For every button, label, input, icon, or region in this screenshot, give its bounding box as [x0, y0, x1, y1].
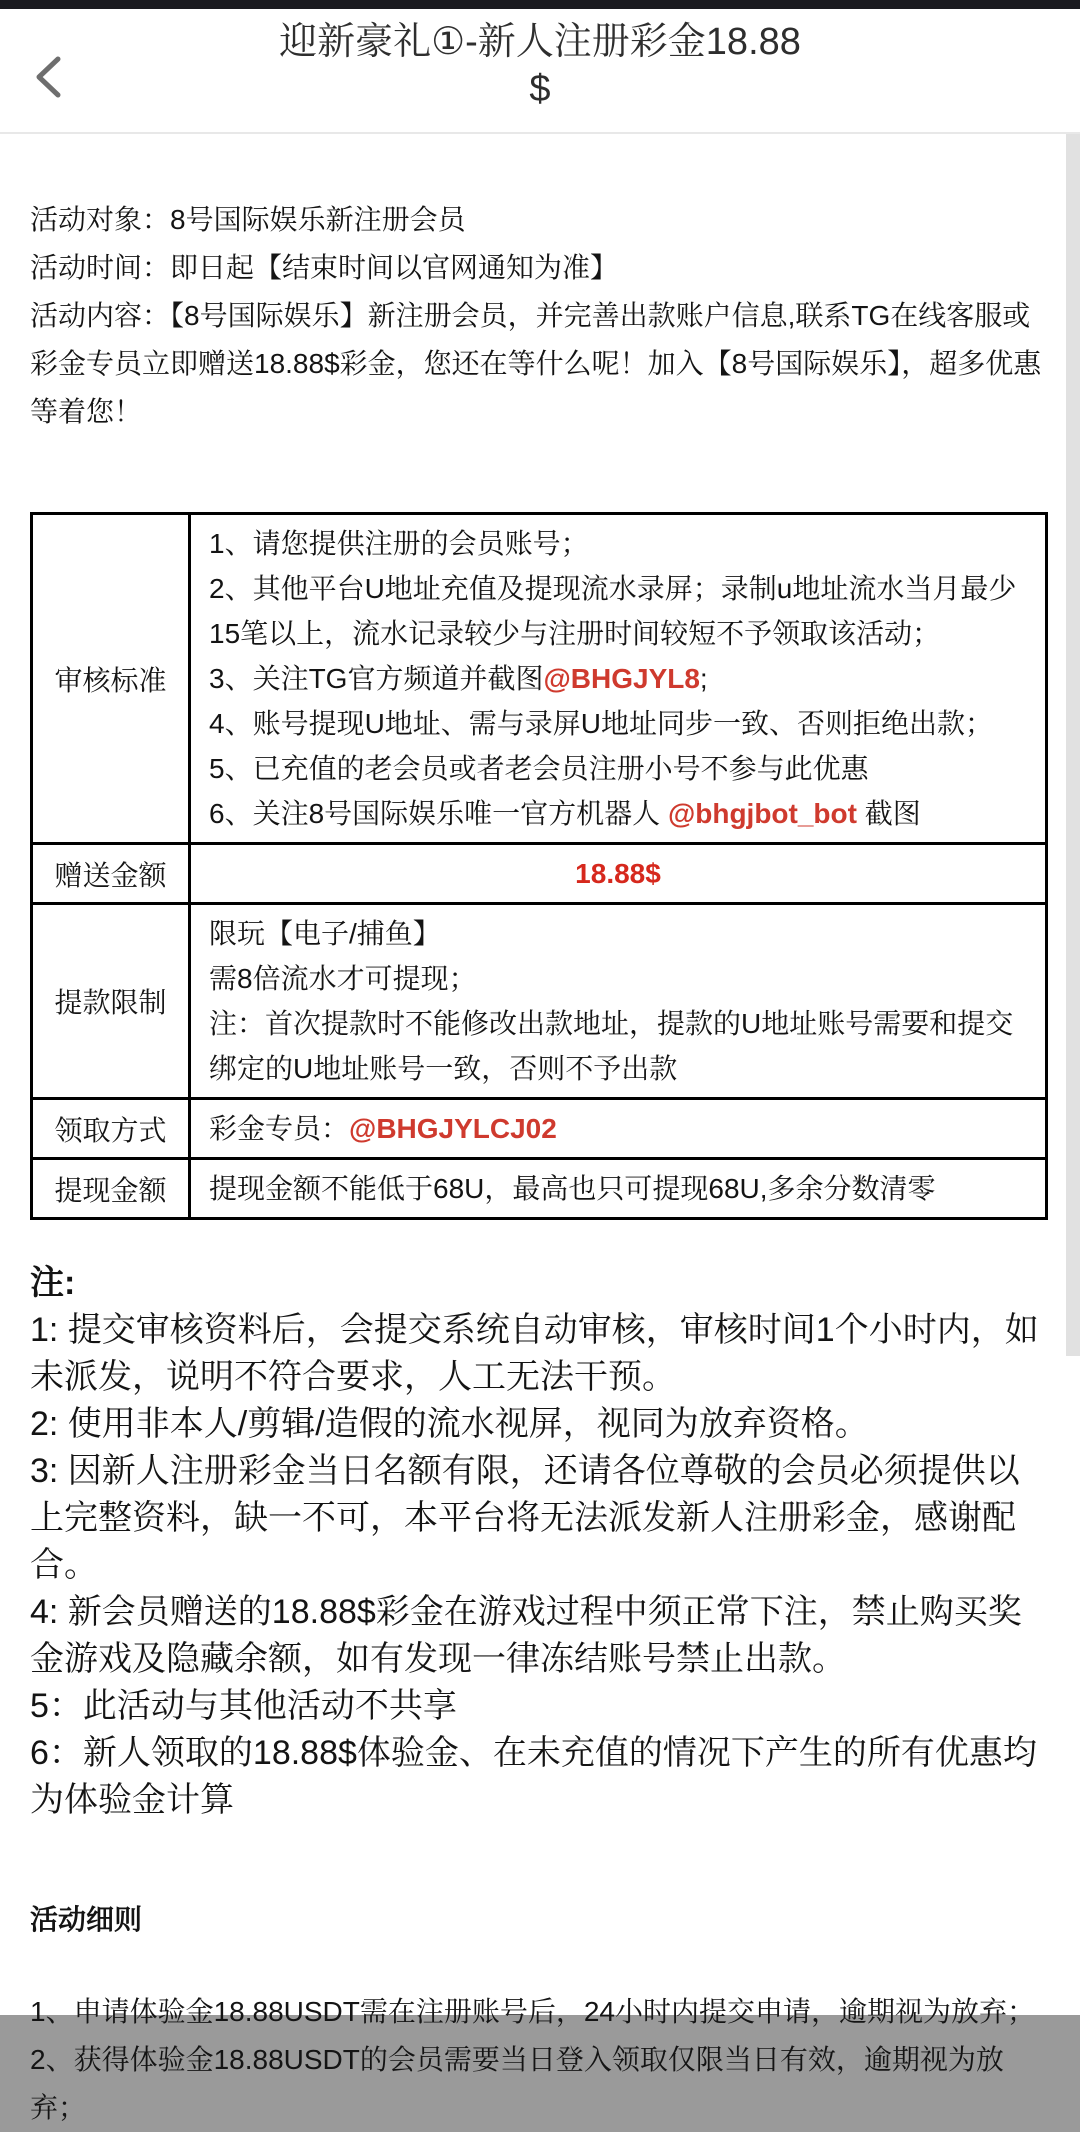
page-title-line2: $: [529, 68, 551, 110]
table-row-review: [32, 514, 1047, 844]
table-row-withdraw-limit: [32, 904, 1047, 1099]
rule-text: 需8倍流水才可提现；: [209, 963, 477, 994]
row-cell-withdraw-limit: [190, 904, 1047, 1099]
rule-item: [209, 701, 1027, 746]
row-cell-amount: [190, 844, 1047, 904]
note-item: 3: 因新人注册彩金当日名额有限，还请各位尊敬的会员必须提供以上完整资料，缺一不可，本平台将无法派发新人注册彩金，感谢配合。: [30, 1452, 1020, 1584]
intro-line-time: 活动时间：即日起【结束时间以官网通知为准】: [30, 252, 619, 283]
row-cell-review: [190, 514, 1047, 844]
page-title-line1: 迎新豪礼①-新人注册彩金18.88: [279, 21, 801, 63]
rule-item: [209, 746, 1027, 791]
detail-item: 1、申请体验金18.88USDT需在注册账号后，24小时内提交申请，逾期视为放弃；: [30, 1996, 1036, 2027]
note-item: 5：此活动与其他活动不共享: [30, 1687, 457, 1725]
rule-item: [209, 911, 1027, 956]
note-item: 4: 新会员赠送的18.88$彩金在游戏过程中须正常下注，禁止购买奖金游戏及隐藏余额，如有发现一律冻结账号禁止出款。: [30, 1593, 1022, 1678]
details-heading: 活动细则: [30, 1904, 143, 1935]
intro-line-content: 活动内容：【8号国际娱乐】新注册会员，并完善出款账户信息,联系TG在线客服或彩金专员立即赠送18.88$彩金，您还在等什么呢！加入【8号国际娱乐】，超多优惠等着您！: [30, 300, 1042, 427]
rule-text: 4、账号提现U地址、需与录屏U地址同步一致、否则拒绝出款；: [209, 708, 994, 739]
table-row-amount: [32, 844, 1047, 904]
notes-heading: 注:: [30, 1264, 76, 1302]
bonus-amount: 18.88$: [575, 858, 661, 889]
table-row-withdraw-amount: [32, 1159, 1047, 1219]
page-title: [190, 19, 890, 113]
tg-agent-link[interactable]: @BHGJYLCJ02: [349, 1113, 557, 1144]
status-bar: [0, 0, 1080, 9]
note-item: 2: 使用非本人/剪辑/造假的流水视屏，视同为放弃资格。: [30, 1405, 869, 1443]
header: [0, 9, 1080, 132]
tg-channel-link[interactable]: @BHGJYL8: [543, 663, 700, 694]
back-button[interactable]: [18, 39, 78, 109]
rule-text-suffix: 截图: [856, 798, 921, 829]
notes-block: [30, 1260, 1046, 1824]
row-label-review: 审核标准: [32, 514, 190, 844]
rule-item: [209, 1106, 1027, 1151]
content-area: [0, 134, 1080, 2132]
rule-text: 2、其他平台U地址充值及提现流水录屏；录制u地址流水当月最少15笔以上，流水记录较少与注册时间较短不予领取该活动；: [209, 573, 1017, 649]
row-label-withdraw-limit: 提款限制: [32, 904, 190, 1099]
rule-text: 彩金专员：: [209, 1113, 350, 1144]
rule-text: 3、关注TG官方频道并截图: [209, 663, 544, 694]
row-label-claim-method: 领取方式: [32, 1099, 190, 1159]
table-row-claim-method: [32, 1099, 1047, 1159]
rule-text: 5、已充值的老会员或者老会员注册小号不参与此优惠: [209, 753, 869, 784]
note-item: 1: 提交审核资料后，会提交系统自动审核，审核时间1个小时内，如未派发，说明不符合要求，人工无法干预。: [30, 1311, 1039, 1396]
rule-item: [209, 521, 1027, 566]
rule-item: [209, 1001, 1027, 1091]
rule-item: [209, 1166, 1027, 1211]
intro-line-target: 活动对象：8号国际娱乐新注册会员: [30, 204, 466, 235]
row-label-amount: 赠送金额: [32, 844, 190, 904]
rule-text: 限玩【电子/捕鱼】: [209, 918, 441, 949]
rule-text: 注：首次提款时不能修改出款地址，提款的U地址账号需要和提交绑定的U地址账号一致，否则不予出款: [209, 1008, 1014, 1084]
row-label-withdraw-amount: 提现金额: [32, 1159, 190, 1219]
rule-text-suffix: ;: [699, 663, 708, 694]
rules-table: [30, 512, 1048, 1220]
details-block: [30, 1988, 1046, 2132]
rule-text: 1、请您提供注册的会员账号；: [209, 528, 589, 559]
row-cell-claim-method: [190, 1099, 1047, 1159]
rule-text: 6、关注8号国际娱乐唯一官方机器人: [209, 798, 668, 829]
rule-text: 提现金额不能低于68U，最高也只可提现68U,多余分数清零: [209, 1173, 936, 1204]
chevron-left-icon: [35, 56, 61, 98]
rule-item: [209, 656, 1027, 701]
row-cell-withdraw-amount: [190, 1159, 1047, 1219]
detail-item: 2、获得体验金18.88USDT的会员需要当日登入领取仅限当日有效，逾期视为放弃；: [30, 2044, 1004, 2123]
rule-item: [209, 566, 1027, 656]
rule-item: [209, 791, 1027, 836]
intro-block: [30, 196, 1046, 436]
note-item: 6：新人领取的18.88$体验金、在未充值的情况下产生的所有优惠均为体验金计算: [30, 1734, 1037, 1819]
rule-item: [209, 956, 1027, 1001]
tg-bot-link[interactable]: @bhgjbot_bot: [667, 798, 857, 829]
